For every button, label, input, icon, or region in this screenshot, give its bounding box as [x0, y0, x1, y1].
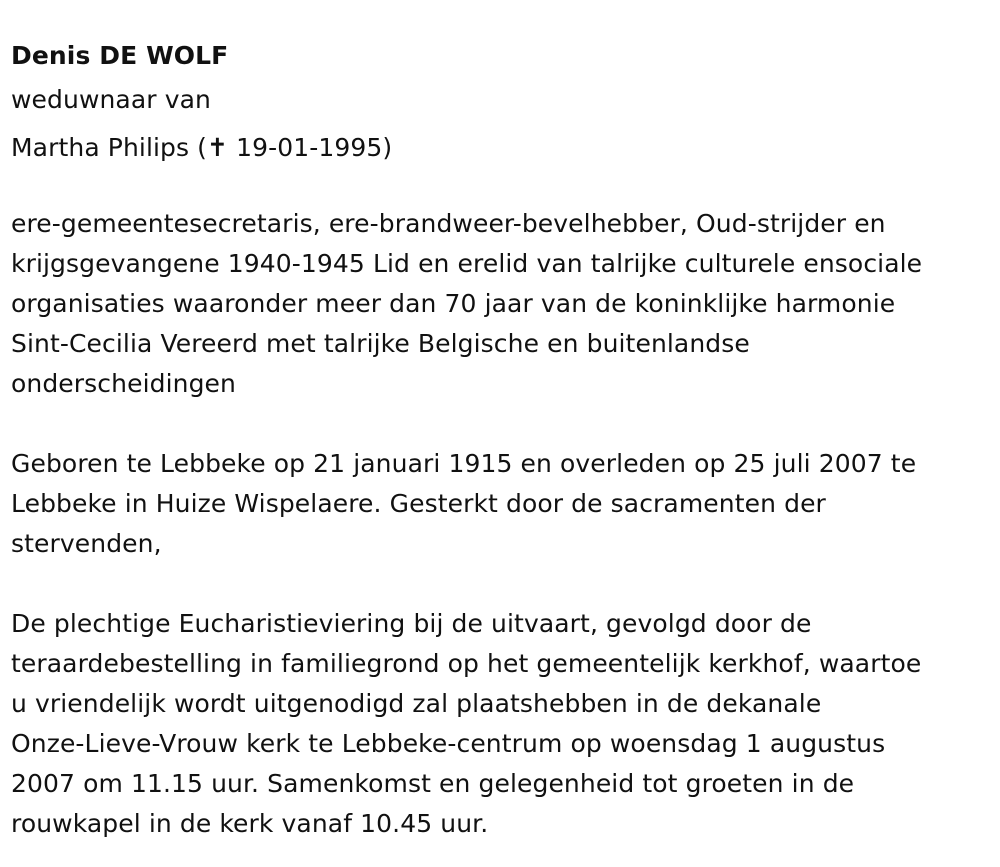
spacer — [11, 172, 991, 204]
relation-text: weduwnaar van — [11, 85, 211, 114]
birth-death-paragraph: Geboren te Lebbeke op 21 januari 1915 en overleden op 25 juli 2007 te Lebbeke in Huize Wispelaere. Gesterkt door de sacramenten der stervenden, — [11, 449, 917, 558]
spacer — [11, 404, 991, 444]
spouse-text: Martha Philips (✝ 19-01-1995) — [11, 133, 393, 162]
obituary-notice — [11, 36, 991, 844]
funeral-paragraph: De plechtige Eucharistieviering bij de uitvaart, gevolgd door de teraardebestelling in familiegrond op het gemeentelijk kerkhof, waartoe u vriendelijk wordt uitgenodigd zal plaatshebben in de dekanale Onze-Lieve-Vrouw kerk te Lebbeke-centrum op woensdag 1 augustus 2007 om 11.15 uur. Samenkomst en gelegenheid tot groeten in de rouwkapel in de kerk vanaf 10.45 uur. — [11, 609, 922, 838]
titles-paragraph: ere-gemeentesecretaris, ere-brandweer-bevelhebber, Oud-strijder en krijgsgevangene 1940-1945 Lid en erelid van talrijke culturele ensociale organisaties waaronder meer dan 70 jaar van de koninklijke harmonie Sint-Cecilia Vereerd met talrijke Belgische en buitenlandse onderscheidingen — [11, 209, 923, 398]
spacer — [11, 564, 991, 604]
deceased-name: Denis DE WOLF — [11, 41, 229, 70]
